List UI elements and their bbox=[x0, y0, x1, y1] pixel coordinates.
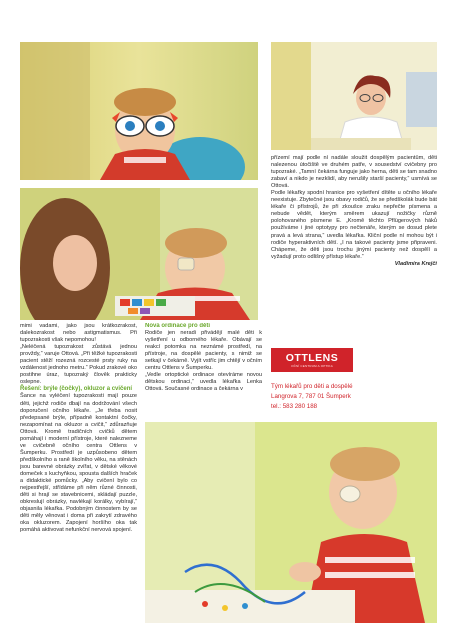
text-column-right bbox=[271, 155, 437, 343]
subheading-solution: Řešení: brýle (čočky), okluzor a cvičení bbox=[20, 386, 133, 393]
paragraph: Rodiče jen neradi přivádějí malé děti k vyšetření u odborného lékaře. Obávají se reakcí potomka na neznámé prostředí, na přístroje, na dospělé pacienty, s nimiž se setkají v čekárně. Vyjít vstříc jim chtějí v očním centru Ottlens v Šumperku. bbox=[145, 330, 262, 372]
ad-address: Langrova 7, 787 01 Šumperk bbox=[271, 393, 351, 400]
ottlens-logo-text: OTTLENS bbox=[285, 351, 339, 364]
paragraph: Podle lékařky spodní hranice pro vyšetření dítěte u očního lékaře neexistuje. Zbytečné jsou obavy rodičů, že se předškolák bude bát lékaře či přístrojů, že při zkoušce zraku nepřečte písmena a nebude vědět, kterým směrem ukazují nožičky různě polohovaného písmene E. „Kromě těchto Pflügerových háků používáme i jiné optotypy pro nečtenáře, kterým se dosud plete pravá a levá strana,“ uvedla lékařka. Kliční podle ní mohou být i rodiče hyperaktivních dětí. „I na takové pacienty jsme připraveni. Chápeme, že děti jsou trochu jinými pacienty než dospělí a vyžadují proto odlišný přístup lékaře.“ bbox=[271, 190, 437, 260]
photo-child-eye-patch bbox=[145, 422, 437, 623]
text-column-left bbox=[20, 323, 137, 621]
paragraph: „Vedle ortoptické ordinace otevíráme novou dětskou ordinaci,“ uvedla lékařka Lenka Ottová. Současné ordinace a čekárna v bbox=[145, 372, 262, 393]
ottlens-logo bbox=[271, 348, 353, 372]
paragraph: Šance na vyléčení tupozrakosti mají pouze děti, jejichž rodiče dbají na dodržování všech doporučení očního lékaře. „Je třeba nosit předepsané brýle, případně kontaktní čočky, nezapomínat na okluzor a cvičit,“ zdůrazňuje Ottová. Kromě tradičních cvičků dětem pomáhají i moderní přístroje, které nalezneme ve cvičebně očního centra Ottlens v Šumperku. Prostředí je uzpůsobeno dětem předškolního a raně školního věku, na stěnách jsou barevné obrázky zvířat, v dětské věkové domeček s kuchyňkou, spousta dalších hraček a didaktické pomůcky. „Aby cvičení bylo co nejpestřejší, střídáme při něm různé činnosti, děti si hrají se stavebnicemi, skládají puzzle, obkreslují obrázky, navlékají korálky, vybírají,“ objasnila lékařka. Podobným činnostem by se děti měly věnovat i doma při zakrytí zdravého oka okluzorem. Zapojení horšího oka tak pomáhá aktivovat nefunkční nervová spojení. bbox=[20, 393, 137, 534]
text-column-middle bbox=[145, 323, 262, 418]
photo-child-funny-glasses bbox=[20, 42, 258, 180]
ottlens-tagline: OČNÍ CENTRUM A OPTIKA bbox=[291, 363, 333, 368]
ad-team-line: Tým lékařů pro děti a dospělé bbox=[271, 383, 353, 390]
subheading-new-office: Nová ordinace pro děti bbox=[145, 323, 211, 329]
paragraph: mimi vadami, jako jsou krátkozrakost, dalekozrakost nebo astigmatismus. Při tupozrakosti však nepomohou! bbox=[20, 323, 137, 344]
author-signature: Vladimíra Krejčí bbox=[394, 260, 437, 267]
photo-doctor bbox=[271, 42, 437, 150]
ad-phone: tel.: 583 280 188 bbox=[271, 403, 318, 410]
photo-child-puzzle bbox=[20, 188, 258, 320]
paragraph: „Neléčená tupozrakost zůstává jednou provždy,“ varuje Ottová. „Při těžké tupozrakosti pacient stěží rozezná rozcesté prsty ruky na vzdálenost jednoho metru.“ Pokud zrakové oko postihne úraz, tupozraký člověk prakticky oslepne. bbox=[20, 344, 137, 386]
paragraph: přízemí mají podle ní nadále sloužit dospělým pacientům, děti nalezenou útočiště ve druhém patře, v sousedství cvičebny pro tupozraké. „Tamní čekárna funguje jako herna, děti se tam snadno zabaví a nikdo je nezklidí, aby nerušily starší pacienty,“ usmívá se Ottová. bbox=[271, 155, 437, 190]
